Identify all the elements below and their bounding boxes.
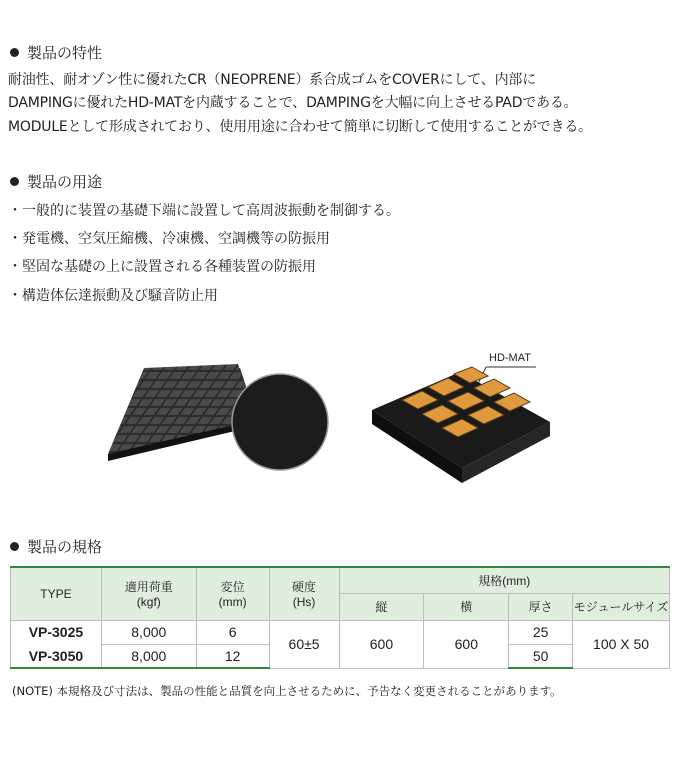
length-cell: 600 bbox=[339, 620, 424, 668]
header-hard-label: 硬度 bbox=[292, 580, 317, 595]
specs-title: 製品の規格 bbox=[27, 538, 103, 556]
load-cell: 8,000 bbox=[101, 620, 196, 644]
bullet-dot-icon bbox=[10, 542, 19, 551]
type-cell: VP-3050 bbox=[11, 644, 102, 668]
features-line-1: 耐油性、耐オゾン性に優れたCR（NEOPRENE）系合成ゴムをCOVERにして、内部に bbox=[8, 72, 536, 88]
header-width: 横 bbox=[424, 593, 509, 620]
thickness-cell: 50 bbox=[509, 644, 573, 668]
use-item-4: ・構造体伝達振動及び騒音防止用 bbox=[8, 288, 218, 304]
features-title: 製品の特性 bbox=[27, 44, 103, 62]
use-item-2: ・発電機、空気圧縮機、冷凍機、空調機等の防振用 bbox=[8, 231, 330, 247]
type-cell: VP-3025 bbox=[11, 620, 102, 644]
header-hardness bbox=[269, 567, 339, 620]
bullet-dot-icon bbox=[10, 177, 19, 186]
uses-title: 製品の用途 bbox=[27, 173, 103, 191]
hd-mat-cutaway-photo bbox=[372, 350, 552, 485]
disp-cell: 6 bbox=[196, 620, 269, 644]
header-load-unit: (kgf) bbox=[136, 595, 161, 610]
header-disp bbox=[196, 567, 269, 620]
use-item-3: ・堅固な基礎の上に設置される各種装置の防振用 bbox=[8, 259, 316, 275]
features-line-3: MODULEとして形成されており、使用用途に合わせて簡単に切断して使用することができる。 bbox=[8, 119, 592, 135]
width-cell: 600 bbox=[424, 620, 509, 668]
load-cell: 8,000 bbox=[101, 644, 196, 668]
header-load bbox=[101, 567, 196, 620]
header-dims: 規格(mm) bbox=[339, 567, 669, 593]
spec-table bbox=[10, 566, 670, 669]
hd-mat-label: HD-MAT bbox=[489, 352, 531, 364]
header-length: 縦 bbox=[339, 593, 424, 620]
header-hard-unit: (Hs) bbox=[292, 595, 316, 610]
disp-cell: 12 bbox=[196, 644, 269, 668]
spec-note: (NOTE) 本規格及び寸法は、製品の性能と品質を向上させるために、予告なく変更されることがあります。 bbox=[12, 684, 562, 698]
specs-heading bbox=[10, 536, 102, 557]
bullet-dot-icon bbox=[10, 48, 19, 57]
use-item-1: ・一般的に装置の基礎下端に設置して高周波振動を制御する。 bbox=[8, 203, 400, 219]
hardness-cell: 60±5 bbox=[269, 620, 339, 668]
table-row bbox=[11, 620, 670, 644]
thickness-cell: 25 bbox=[509, 620, 573, 644]
header-thickness: 厚さ bbox=[509, 593, 573, 620]
module-cell: 100 X 50 bbox=[573, 620, 670, 668]
header-type: TYPE bbox=[11, 567, 102, 620]
header-load-label: 適用荷重 bbox=[124, 580, 173, 595]
features-heading bbox=[10, 42, 102, 63]
rubber-mat-photo bbox=[108, 362, 338, 487]
features-line-2: DAMPINGに優れたHD-MATを内蔵することで、DAMPINGを大幅に向上させるPADである。 bbox=[8, 95, 578, 111]
header-module: モジュールサイズ bbox=[573, 593, 670, 620]
header-disp-unit: (mm) bbox=[218, 595, 247, 610]
header-disp-label: 変位 bbox=[220, 580, 245, 595]
uses-heading bbox=[10, 171, 102, 192]
